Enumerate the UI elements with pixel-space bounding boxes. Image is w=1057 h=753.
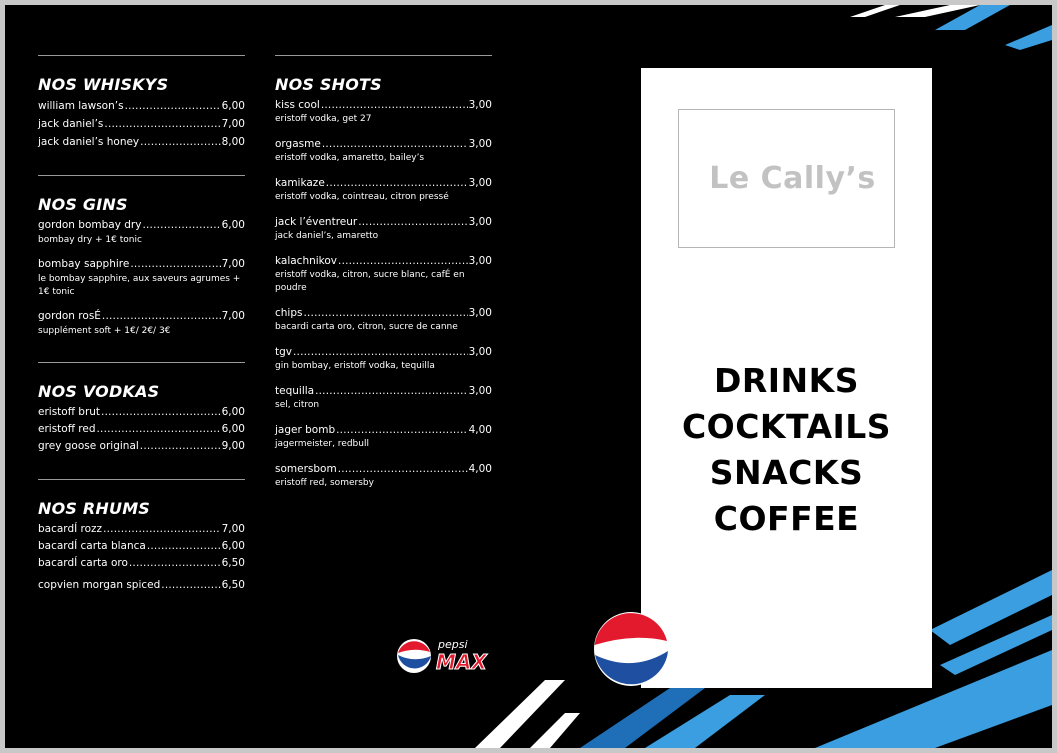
menu-item (275, 253, 492, 269)
item-note: jack daniel’s, amaretto (275, 231, 379, 241)
item-price: 7,00 (221, 258, 245, 270)
menu-item (38, 577, 245, 594)
menu-item (38, 438, 245, 455)
section-gins (38, 175, 245, 338)
menu-item (275, 383, 492, 399)
stripe-top-white (850, 5, 900, 17)
item-note: eristoff vodka, citron, sucre blanc, cafÉ en poudre (275, 270, 465, 293)
pepsi-globe-icon (593, 611, 669, 687)
item-name: tgv (275, 346, 292, 358)
menu-item (275, 214, 492, 230)
item-price: 6,00 (221, 219, 245, 231)
logo-box (678, 109, 895, 248)
menu-item (38, 538, 245, 555)
shot-entry (275, 305, 492, 334)
menu-item (275, 305, 492, 321)
item-price: 3,00 (468, 99, 492, 111)
item-price: 4,00 (468, 424, 492, 436)
item-note: jagermeister, redbull (275, 439, 369, 449)
item-note: gin bombay, eristoff vodka, tequilla (275, 361, 435, 371)
item-name: chips (275, 307, 303, 319)
max-word: MAX (436, 650, 487, 674)
menu-column-shots (275, 55, 492, 500)
pepsi-word: pepsi (438, 638, 468, 651)
item-price: 3,00 (468, 307, 492, 319)
menu-column-left (38, 55, 245, 618)
divider (38, 362, 245, 363)
section-title: NOS SHOTS (275, 75, 382, 94)
item-price: 6,50 (221, 579, 245, 591)
divider (275, 55, 492, 56)
item-name: eristoff brut (38, 406, 101, 418)
item-price: 9,00 (221, 440, 245, 452)
menu-item (38, 308, 245, 325)
menu-item (275, 461, 492, 477)
menu-item (275, 344, 492, 360)
item-price: 7,00 (221, 118, 245, 130)
menu-item (38, 521, 245, 538)
item-name: william lawson’s (38, 100, 124, 112)
shot-entry (275, 253, 492, 295)
item-name: kalachnikov (275, 255, 338, 267)
item-name: gordon bombay dry (38, 219, 142, 231)
item-price: 3,00 (468, 255, 492, 267)
item-price: 6,50 (221, 557, 245, 569)
item-name: kamikaze (275, 177, 325, 189)
item-price: 3,00 (468, 138, 492, 150)
headline-line: COCKTAILS (681, 407, 892, 446)
item-price: 7,00 (221, 523, 245, 535)
item-name: eristoff red (38, 423, 96, 435)
item-name: jack l’éventreur (275, 216, 358, 228)
menu-item (38, 115, 245, 133)
stripe-top-blue-2 (1005, 25, 1052, 50)
menu-item (275, 422, 492, 438)
item-price: 8,00 (221, 136, 245, 148)
item-note: eristoff red, somersby (275, 478, 374, 488)
item-name: orgasme (275, 138, 321, 150)
shot-entry (275, 214, 492, 243)
item-price: 6,00 (221, 540, 245, 552)
pepsi-globe-small-icon (397, 639, 431, 673)
shot-entry (275, 422, 492, 451)
item-name: grey goose original (38, 440, 139, 452)
item-name: jack daniel’s honey (38, 136, 140, 148)
item-price: 6,00 (221, 100, 245, 112)
menu-item (38, 217, 245, 234)
item-name: bacardÍ carta oro (38, 557, 128, 569)
menu-item (275, 175, 492, 191)
item-name: tequilla (275, 385, 315, 397)
menu-item (275, 97, 492, 113)
item-price: 6,00 (221, 406, 245, 418)
shot-entry (275, 344, 492, 373)
item-price: 3,00 (468, 177, 492, 189)
item-note: eristoff vodka, cointreau, citron pressé (275, 192, 449, 202)
section-title: NOS GINS (38, 195, 128, 214)
item-note: sel, citron (275, 400, 320, 410)
item-name: bombay sapphire (38, 258, 130, 270)
section-title: NOS RHUMS (38, 499, 151, 518)
menu-item (38, 421, 245, 438)
pepsi-max-logo (396, 633, 508, 675)
item-note: le bombay sapphire, aux saveurs agrumes + 1€ tonic (38, 274, 241, 297)
item-note: bombay dry + 1€ tonic (38, 235, 142, 245)
stripe-bottom-white-2 (530, 713, 580, 748)
item-price: 6,00 (221, 423, 245, 435)
item-name: bacardÍ carta blanca (38, 540, 146, 552)
item-note: supplément soft + 1€/ 2€/ 3€ (38, 326, 171, 336)
divider (38, 479, 245, 480)
section-title: NOS WHISKYS (38, 75, 169, 94)
brand-logo-text: Le Cally’s (709, 161, 876, 196)
menu-item (38, 404, 245, 421)
shot-entry (275, 136, 492, 165)
item-price: 4,00 (468, 463, 492, 475)
menu-item (275, 136, 492, 152)
item-name: kiss cool (275, 99, 320, 111)
divider (38, 175, 245, 176)
shot-entry (275, 461, 492, 490)
item-price: 3,00 (468, 346, 492, 358)
section-title: NOS VODKAS (38, 382, 160, 401)
divider (38, 55, 245, 56)
headline (641, 358, 932, 542)
section-vodkas (38, 362, 245, 455)
headline-line: COFFEE (713, 499, 860, 538)
item-note: eristoff vodka, get 27 (275, 114, 372, 124)
menu-item (38, 256, 245, 273)
item-note: bacardi carta oro, citron, sucre de canne (275, 322, 458, 332)
section-whiskys (38, 55, 245, 151)
item-note: eristoff vodka, amaretto, bailey’s (275, 153, 425, 163)
shot-entry (275, 383, 492, 412)
item-name: jager bomb (275, 424, 336, 436)
section-rhums (38, 479, 245, 594)
item-price: 3,00 (468, 385, 492, 397)
item-price: 7,00 (221, 310, 245, 322)
item-price: 3,00 (468, 216, 492, 228)
menu-sheet (5, 5, 1052, 748)
item-name: copvien morgan spiced (38, 579, 161, 591)
cover-panel (641, 68, 932, 688)
item-name: jack daniel’s (38, 118, 104, 130)
headline-line: DRINKS (713, 361, 860, 400)
headline-line: SNACKS (709, 453, 864, 492)
item-name: somersbom (275, 463, 337, 475)
menu-item (38, 97, 245, 115)
item-name: bacardÍ rozz (38, 523, 103, 535)
menu-item (38, 133, 245, 151)
shot-entry (275, 175, 492, 204)
menu-item (38, 555, 245, 572)
shot-entry (275, 97, 492, 126)
item-name: gordon rosÉ (38, 310, 101, 322)
